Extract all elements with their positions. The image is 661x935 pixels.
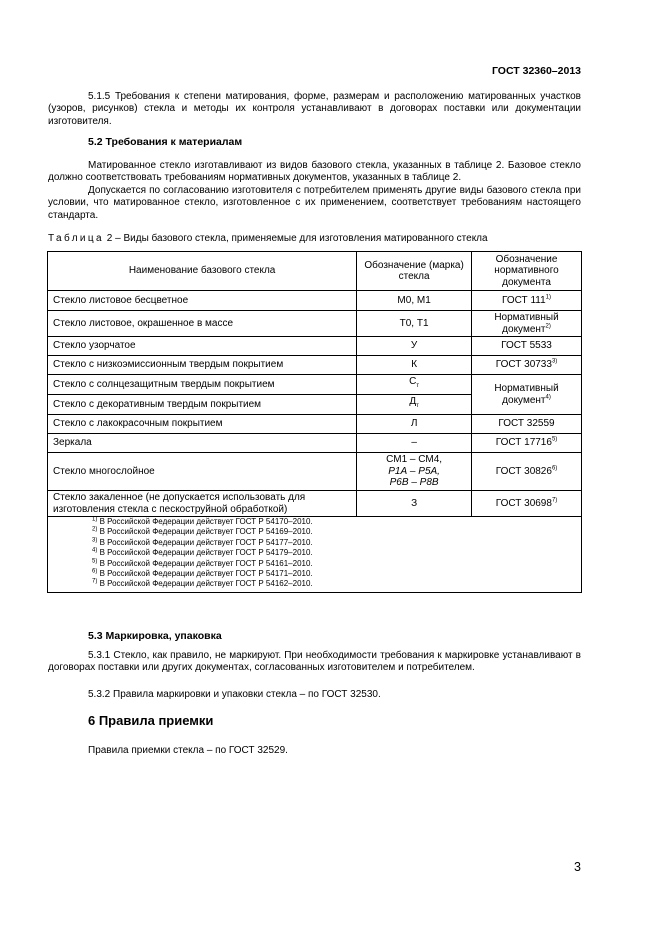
cell-doc (472, 356, 582, 375)
table-footnotes-row (48, 517, 582, 593)
cell-name: Стекло с декоративным твердым покрытием (48, 395, 357, 415)
mark-line: Р6В – Р8В (389, 477, 439, 489)
doc-ref: ГОСТ 32559 (498, 418, 555, 430)
footnote: $^{1)}$ В Российской Федерации действует ГОСТ Р 54170–2010. (92, 516, 313, 526)
cell-name: Стекло листовое бесцветное (48, 291, 357, 311)
table-caption-label: Таблица (48, 233, 105, 244)
mark-line: Р1А – Р5А, (388, 465, 440, 477)
cell-mark: У (357, 337, 472, 356)
cell-doc (472, 491, 582, 517)
doc-ref: ГОСТ 30826 (495, 465, 552, 477)
doc-ref: ГОСТ 30698 (495, 497, 552, 509)
table-row (48, 291, 582, 311)
cell-name: Стекло с солнцезащитным твердым покрытием (48, 375, 357, 395)
footnote: $^{7)}$ В Российской Федерации действует ГОСТ Р 54162–2010. (92, 578, 313, 589)
cell-mark (357, 395, 472, 415)
cell-name: Зеркала (48, 434, 357, 453)
footnote-ref: 3) (551, 358, 558, 365)
cell-mark: К (357, 356, 472, 375)
cell-mark: – (357, 434, 472, 453)
cell-name: Стекло с лакокрасочным покрытием (48, 415, 357, 434)
footnote: $^{6)}$ В Российской Федерации действует ГОСТ Р 54171–2010. (92, 568, 313, 579)
footnote: $^{2)}$ В Российской Федерации действует ГОСТ Р 54169–2010. (92, 526, 313, 537)
table-row (48, 311, 582, 337)
footnote-ref: 6) (551, 465, 558, 472)
cell-mark: З (357, 491, 472, 517)
table-header-row (48, 252, 582, 291)
paragraph-5-2-b: Допускается по согласованию изготовителя с потребителем применять другие виды базового стекла при условии, что матированное стекло, изготовленное с их применением, соответствует требованиям настоящего стандарта. (48, 185, 581, 221)
mark-letter: С (409, 376, 417, 388)
cell-doc (472, 311, 582, 337)
table-row (48, 375, 582, 395)
paragraph-5-3-2: 5.3.2 Правила маркировки и упаковки стекла – по ГОСТ 32530. (88, 689, 381, 700)
paragraph-5-2-a: Матированное стекло изготавливают из видов базового стекла, указанных в таблице 2. Базовое стекло должно соответствовать требованиям нормативных документов, указанных в таблице 2. (48, 160, 581, 184)
doc-ref: ГОСТ 5533 (501, 340, 552, 352)
heading-5-3: 5.3 Маркировка, упаковка (88, 630, 222, 642)
footnote-ref: 7) (551, 497, 558, 504)
footnote-ref: 2) (545, 323, 551, 330)
cell-mark: Л (357, 415, 472, 434)
paragraph-5-1-5: 5.1.5 Требования к степени матирования, форме, размерам и расположению матированных участков (узоров, рисунков) стекла и методы их контроля устанавливают в договорах поставки или документации изготовителя. (48, 91, 581, 127)
page-number: 3 (574, 860, 581, 874)
cell-name: Стекло листовое, окрашенное в массе (48, 311, 357, 337)
paragraph-5-3-1: 5.3.1 Стекло, как правило, не маркируют. При необходимости требования к маркировке устанавливают в договорах поставки или других документах, согласованных изготовителем и потребителем. (48, 650, 581, 674)
mark-subscript: т (416, 383, 420, 390)
cell-doc (472, 375, 582, 415)
table-row (48, 453, 582, 491)
table-footnotes (48, 517, 582, 593)
cell-mark (357, 453, 472, 491)
cell-mark (357, 375, 472, 395)
cell-mark: М0, М1 (357, 291, 472, 311)
footnote: $^{3)}$ В Российской Федерации действует ГОСТ Р 54177–2010. (92, 537, 313, 547)
col-header-name: Наименование базового стекла (48, 252, 357, 291)
mark-subscript: т (416, 403, 419, 410)
heading-6: 6 Правила приемки (88, 713, 214, 728)
cell-doc (472, 434, 582, 453)
cell-name: Стекло многослойное (48, 453, 357, 491)
table-caption-text: 2 – Виды базового стекла, применяемые для изготовления матированного стекла (104, 233, 488, 244)
table-row (48, 337, 582, 356)
table-caption (48, 233, 488, 244)
cell-name: Стекло узорчатое (48, 337, 357, 356)
table-row (48, 356, 582, 375)
cell-doc (472, 291, 582, 311)
doc-ref: ГОСТ 17716 (495, 437, 552, 449)
paragraph-6: Правила приемки стекла – по ГОСТ 32529. (88, 745, 288, 756)
doc-ref: Нормативный документ (494, 383, 559, 406)
footnote-ref: 1) (545, 294, 551, 301)
col-header-doc: Обозначение нормативного документа (472, 252, 582, 291)
footnote-ref: 4) (545, 394, 551, 401)
footnote-ref: 5) (551, 436, 558, 443)
cell-doc (472, 453, 582, 491)
table-row (48, 491, 582, 517)
cell-mark: Т0, Т1 (357, 311, 472, 337)
doc-ref: Нормативный документ (494, 312, 559, 335)
cell-name: Стекло с низкоэмиссионным твердым покрытием (48, 356, 357, 375)
doc-ref: ГОСТ 30733 (495, 359, 552, 371)
mark-line: СМ1 – СМ4, (386, 454, 443, 466)
footnote: $^{5)}$ В Российской Федерации действует ГОСТ Р 54161–2010. (92, 557, 313, 568)
footnote: $^{4)}$ В Российской Федерации действует ГОСТ Р 54179–2010. (92, 547, 313, 558)
cell-name: Стекло закаленное (не допускается использовать для изготовления стекла с пескоструйной обработкой) (48, 491, 357, 517)
cell-doc (472, 415, 582, 434)
table-row (48, 415, 582, 434)
document-id-header: ГОСТ 32360–2013 (491, 65, 581, 77)
heading-5-2: 5.2 Требования к материалам (88, 136, 243, 148)
base-glass-table (47, 251, 582, 593)
cell-doc (472, 337, 582, 356)
col-header-mark: Обозначение (марка) стекла (357, 252, 472, 291)
mark-letter: Д (409, 396, 417, 408)
table-row (48, 434, 582, 453)
doc-ref: ГОСТ 111 (502, 294, 546, 306)
